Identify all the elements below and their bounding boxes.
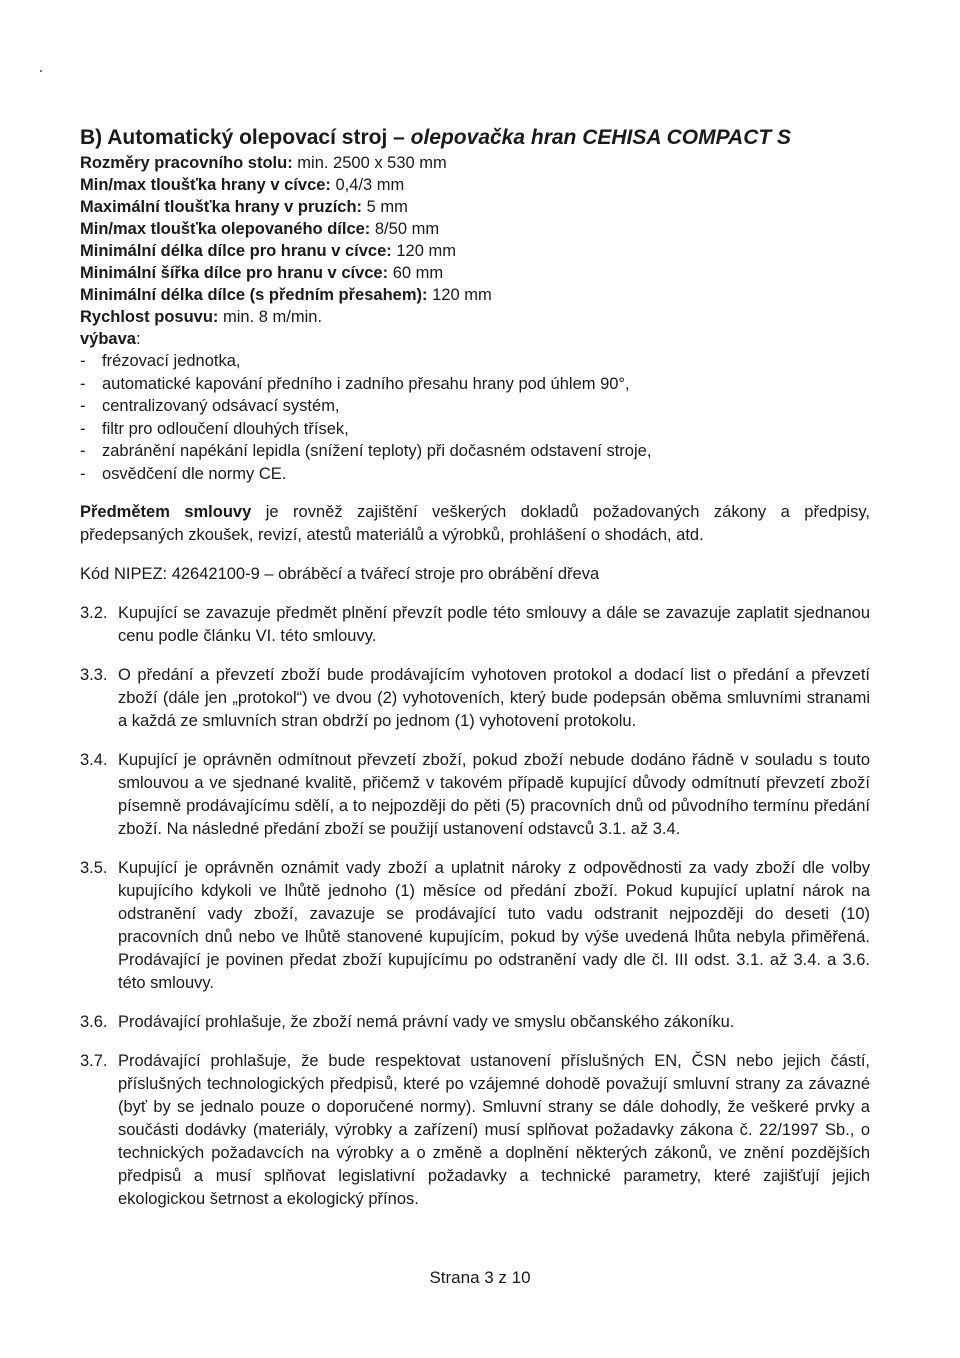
spec-value: min. 2500 x 530 mm	[292, 154, 447, 172]
clause-number: 3.5.	[80, 859, 108, 877]
spec-value: :	[135, 330, 141, 348]
equipment-label	[80, 328, 870, 350]
clause-number: 3.3.	[80, 666, 108, 684]
spec-label: Min/max tloušťka olepovaného dílce:	[80, 220, 371, 238]
spec-label: Rozměry pracovního stolu:	[80, 154, 293, 172]
spec-row	[80, 306, 870, 328]
spec-value: 8/50 mm	[370, 220, 440, 238]
spec-value: 5 mm	[362, 198, 408, 216]
spec-value: min. 8 m/min.	[218, 308, 323, 326]
spec-label: Minimální délka dílce (s předním přesahem):	[80, 286, 428, 304]
spec-label: výbava	[80, 330, 136, 348]
spec-value: 60 mm	[388, 264, 444, 282]
clause-number: 3.7.	[80, 1052, 108, 1070]
clause-3-7	[80, 1050, 870, 1211]
subject-text: je rovněž zajištění veškerých dokladů požadovaných zákony a předpisy, předepsaných zkoušek, revizí, atestů materiálů a výrobků, prohlášení o shodách, atd.	[80, 503, 870, 544]
spec-label: Rychlost posuvu:	[80, 308, 219, 326]
clause-number: 3.4.	[80, 751, 108, 769]
list-item: - filtr pro odloučení dlouhých třísek,	[80, 418, 870, 441]
spec-label: Min/max tloušťka hrany v cívce:	[80, 176, 331, 194]
list-item: - zabránění napékání lepidla (snížení teploty) při dočasném odstavení stroje,	[80, 440, 870, 463]
section-heading	[80, 124, 870, 152]
clause-3-5	[80, 857, 870, 995]
clause-text: Prodávající prohlašuje, že zboží nemá právní vady ve smyslu občanského zákoníku.	[118, 1013, 735, 1031]
spec-row	[80, 262, 870, 284]
spec-row	[80, 284, 870, 306]
spec-row	[80, 174, 870, 196]
heading-emphasis: olepovačka hran CEHISA COMPACT S	[410, 126, 792, 149]
clause-3-4	[80, 749, 870, 841]
clause-text: Kupující je oprávněn odmítnout převzetí zboží, pokud zboží nebude dodáno řádně v souladu s touto smlouvou a ve sjednané kvalitě, přičemž v takovém případě kupující důvody odmítnutí převzetí zboží písemně prodávajícímu sdělí, a to nejpozději do pěti (5) pracovních dnů od původního termínu předání zboží. Na následné předání zboží se použijí ustanovení odstavců 3.1. až 3.4.	[118, 751, 870, 838]
clause-text: Kupující se zavazuje předmět plnění převzít podle této smlouvy a dále se zavazuje zaplatit sjednanou cenu podle článku VI. této smlouvy.	[118, 604, 870, 645]
spec-label: Minimální šířka dílce pro hranu v cívce:	[80, 264, 389, 282]
clause-number: 3.6.	[80, 1013, 108, 1031]
list-item: - centralizovaný odsávací systém,	[80, 395, 870, 418]
clause-text: Prodávající prohlašuje, že bude respektovat ustanovení příslušných EN, ČSN nebo jejich částí, příslušných technologických předpisů, které po vzájemné dohodě považují smluvní strany za závazné (byť by se jednalo pouze o doporučené normy). Smluvní strany se dále dohodly, že veškeré prvky a součásti dodávky (materiály, výrobky a zařízení) musí splňovat požadavky zákona č. 22/1997 Sb., o technických požadavcích na výrobky a o změně a doplnění některých zákonů, ve znění pozdějších předpisů a musí splňovat legislativní požadavky a technické parametry, které zajišťují jejich ekologickou šetrnost a ekologický přínos.	[118, 1052, 870, 1208]
clause-3-2	[80, 602, 870, 648]
spec-value: 120 mm	[391, 242, 456, 260]
clause-number: 3.2.	[80, 604, 108, 622]
clause-3-6	[80, 1011, 870, 1034]
clause-3-3	[80, 664, 870, 733]
subject-paragraph	[80, 501, 870, 547]
equipment-list	[64, 350, 870, 485]
spec-value: 120 mm	[427, 286, 492, 304]
nipez-code: Kód NIPEZ: 42642100-9 – obráběcí a tvářecí stroje pro obrábění dřeva	[80, 565, 600, 583]
spec-label: Maximální tloušťka hrany v pruzích:	[80, 198, 363, 216]
page-number: Strana 3 z 10	[429, 1268, 531, 1287]
list-item: - osvědčení dle normy CE.	[80, 463, 870, 486]
list-item: - frézovací jednotka,	[80, 350, 870, 373]
spec-row	[80, 152, 870, 174]
list-item: - automatické kapování předního i zadního přesahu hrany pod úhlem 90°,	[80, 373, 870, 396]
spec-row	[80, 196, 870, 218]
heading-lead: B) Automatický olepovací stroj –	[80, 126, 411, 149]
subject-bold: Předmětem smlouvy	[80, 503, 252, 521]
spec-label: Minimální délka dílce pro hranu v cívce:	[80, 242, 392, 260]
spec-row	[80, 218, 870, 240]
spec-row	[80, 240, 870, 262]
spec-list	[80, 152, 870, 350]
clause-text: Kupující je oprávněn oznámit vady zboží a uplatnit nároky z odpovědnosti za vady zboží dle volby kupujícího kdykoli ve lhůtě jednoho (1) měsíce od předání zboží. Pokud kupující uplatní nárok na odstranění vady zboží, zavazuje se prodávající tuto vadu odstranit nejpozději do deseti (10) pracovních dnů nebo ve lhůtě stanovené kupujícím, pokud by výše uvedená lhůta nebyla přiměřená. Prodávající je povinen předat zboží kupujícímu po odstranění vady dle čl. III odst. 3.1. až 3.4. a 3.6. této smlouvy.	[118, 859, 870, 992]
scan-speck	[40, 70, 42, 72]
spec-value: 0,4/3 mm	[330, 176, 405, 194]
clause-text: O předání a převzetí zboží bude prodávajícím vyhotoven protokol a dodací list o předání a převzetí zboží (dále jen „protokol“) ve dvou (2) vyhotoveních, který bude podepsán oběma smluvními stranami a každá ze smluvních stran obdrží po jednom (1) vyhotovení protokolu.	[118, 666, 870, 730]
